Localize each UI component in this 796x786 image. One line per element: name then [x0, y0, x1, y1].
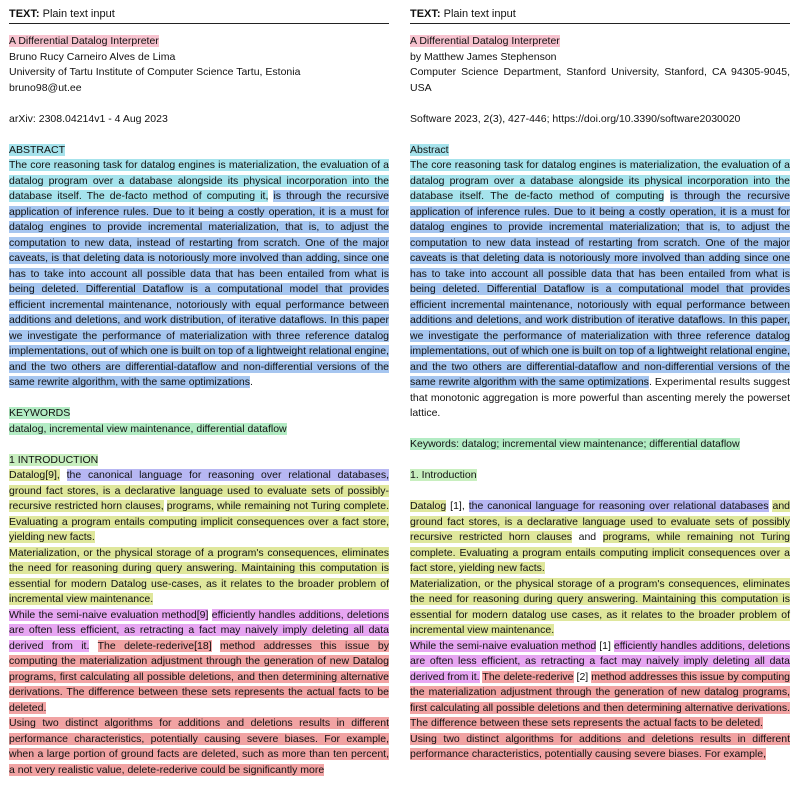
right-abstract-heading: Abstract: [410, 143, 449, 156]
right-seminaive-deletions: efficiently handles additions, deletions are often less efficient, as retracting a fact may naively imply deleting all data derived from it.: [410, 639, 791, 683]
right-intro-ground-facts: ground fact stores, is a declarative language used to evaluate sets of possibly recursive restricted horn clauses: [410, 515, 790, 543]
left-abstract-part-1: The core reasoning task for datalog engines is materialization, the evaluation of a datalog program over a database alongside its physical incorporation into the database itself. The de-facto method of computing it,: [9, 159, 389, 202]
left-header-value: Plain text input: [42, 8, 115, 20]
right-header-label: TEXT:: [410, 8, 441, 20]
left-author: Bruno Rucy Carneiro Alves de Lima: [9, 50, 176, 63]
right-citation: Software 2023, 2(3), 427-446; https://doi.org/10.3390/software2030020: [410, 112, 741, 125]
left-intro-ground-facts: ground fact stores, is a declarative language used to evaluate sets of possibly-recursive restricted horn clauses,: [9, 484, 389, 512]
left-email: bruno98@ut.ee: [9, 81, 82, 94]
right-seminaive-method: While the semi-naive evaluation method: [410, 639, 597, 652]
left-header-label: TEXT:: [9, 8, 40, 20]
right-affiliation: Computer Science Department, Stanford University, Stanford, CA 94305-9045, USA: [410, 66, 790, 94]
left-abstract-part-2: is through the recursive application of inference rules. Due to it being a costly operation, it is a must for datalog engines to provide incremental materialization, that is, to adjust the computation to new data, instead of restarting from scratch. One of the major caveats, is that deleting data is notoriously more involved than adding, since one has to take into account all possible data that has been entailed from what is being deleted. Differential Dataflow is a computational model that provides efficient incremental maintenance, notoriously with equal performance between additions and deletions, and work distribution, of iterative dataflows. In this paper we investigate the performance of materialization with three reference datalog implementations, out of which one is built on top of a lightweight relational engine, and the two others are differential-dataflow and non-differential versions of the same rewrite algorithm, with the same optimizations: [9, 190, 390, 388]
left-document: [9, 8, 389, 778]
right-intro-programs: programs, while remaining not Turing complete. Evaluating a program entails computing implicit consequences over a fact store, yielding new facts.: [410, 531, 791, 574]
right-delete-rederive: The delete-rederive: [482, 670, 574, 683]
right-header: [410, 8, 790, 24]
left-title: A Differential Datalog Interpreter: [9, 35, 159, 47]
left-intro-paragraph: [9, 468, 389, 546]
right-two-algorithms-paragraph: Using two distinct algorithms for additions and deletions results in different performance characteristics, potentially causing severe biases. For example,: [410, 732, 790, 760]
left-abstract-end: .: [250, 376, 253, 388]
right-title: A Differential Datalog Interpreter: [410, 35, 560, 47]
left-two-algorithms-paragraph: Using two distinct algorithms for additions and deletions results in different performance characteristics, potentially causing severe biases. For example, when a large portion of ground facts are deleted, such as more than ten percent, a not very realistic value, delete-rederive could be significantly more: [9, 717, 389, 776]
left-delete-rederive-method: method addresses this issue by computing the materialization adjustment through the generation of new Datalog programs, first calculating all possible deletions, and then determining alternative derivations. The difference between these sets represents the actual facts to be deleted.: [9, 639, 389, 714]
left-seminaive-paragraph: [9, 608, 389, 717]
right-abstract-part-3: . Experimental results suggest that monotonic aggregation is more powerful than ascenting merely the powerset lattice.: [410, 376, 791, 419]
right-delete-rederive-method: method addresses this issue by computing the materialization adjustment through the generation of new datalog programs, first calculating all possible deletions and then determining alternative derivations. The difference between these sets represents the actual facts to be deleted.: [410, 670, 791, 729]
left-seminaive-method: While the semi-naive evaluation method[9]: [9, 608, 209, 621]
left-intro-heading: 1 INTRODUCTION: [9, 453, 99, 466]
right-intro-and-2: and: [578, 531, 597, 543]
right-header-value: Plain text input: [443, 8, 516, 20]
right-seminaive-citation: [1]: [599, 639, 611, 652]
left-header: [9, 8, 389, 24]
right-abstract-part-1: The core reasoning task for datalog engines is materialization, the evaluation of a datalog program over a database alongside its physical incorporation into the database itself. The de-facto method of computing: [410, 159, 790, 202]
left-abstract-heading: ABSTRACT: [9, 143, 66, 156]
right-intro-paragraph: [410, 499, 790, 577]
right-author: by Matthew James Stephenson: [410, 50, 557, 63]
left-seminaive-deletions: efficiently handles additions, deletions are often less efficient, as retracting a fact may naively imply deleting all data derived from it.: [9, 608, 389, 652]
left-affiliation: University of Tartu Institute of Computer Science Tartu, Estonia: [9, 66, 301, 78]
right-intro-citation: [1],: [450, 500, 465, 512]
left-materialization-paragraph: Materialization, or the physical storage of a program's consequences, eliminates the need for reasoning during query answering. Maintaining this computation is essential for modern Datalog use-cases, as it relates to the broader problem of incremental view maintenance.: [9, 546, 389, 605]
right-intro-canonical: the canonical language for reasoning over relational databases: [468, 500, 769, 512]
left-arxiv: arXiv: 2308.04214v1 - 4 Aug 2023: [9, 112, 168, 125]
left-keywords-heading: KEYWORDS: [9, 407, 71, 419]
left-intro-programs: programs, while remaining not Turing complete. Evaluating a program entails computing implicit consequences over a fact store, yielding new facts.: [9, 500, 389, 543]
right-intro-heading: 1. Introduction: [410, 469, 477, 481]
right-materialization-paragraph: Materialization, or the physical storage of a program's consequences, eliminates the need for reasoning during query answering. Maintaining this computation is essential for modern datalog use cases, as it relates to the broader problem of incremental view maintenance.: [410, 577, 790, 636]
right-keywords: Keywords: datalog; incremental view maintenance; differential dataflow: [410, 438, 740, 450]
left-intro-canonical: the canonical language for reasoning over relational databases,: [66, 469, 389, 481]
right-abstract: [410, 158, 790, 422]
right-document: [410, 8, 790, 763]
right-delete-rederive-citation: [2]: [576, 670, 589, 683]
left-intro-datalog: Datalog[9],: [9, 469, 60, 481]
left-delete-rederive: The delete-rederive[18]: [97, 639, 212, 652]
right-abstract-part-2: is through the recursive application of inference rules. Due to it being a costly operation, it is a must for datalog engines to provide incremental materialization; that is, to adjust the computation to new data instead of restarting from scratch. One of the major caveats is that deleting data is notoriously more involved than adding since one has to take into account all possible data that has been entailed from what is being deleted. Differential Dataflow is a computational model that provides efficient incremental maintenance, notoriously with equal performance between additions and deletions, and work distribution of iterative dataflows. In this paper, we investigate the performance of materialization with three reference datalog implementations, out of which one is built on top of a lightweight relational engine, and the two others are differential-dataflow and non-differential versions of the same rewrite algorithm with the same optimizations: [410, 190, 790, 388]
left-abstract: [9, 158, 389, 391]
left-keywords: datalog, incremental view maintenance, differential dataflow: [9, 422, 287, 435]
right-intro-datalog: Datalog: [410, 500, 447, 512]
right-seminaive-paragraph: [410, 639, 790, 732]
right-intro-and-1: and: [772, 500, 791, 512]
